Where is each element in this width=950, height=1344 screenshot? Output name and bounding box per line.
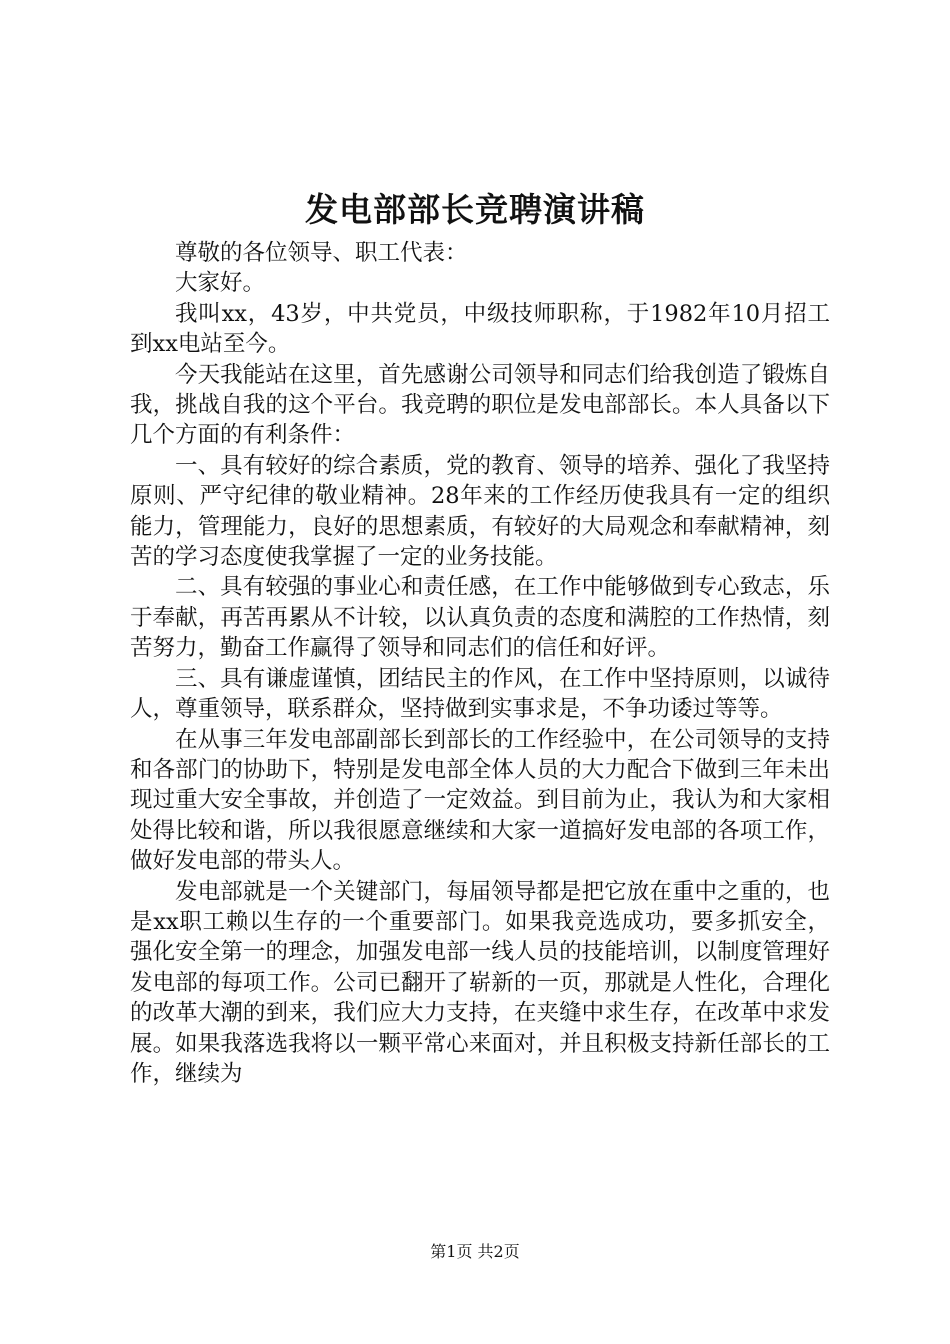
paragraph-point-3: 三、具有谦虚谨慎，团结民主的作风，在工作中坚持原则，以诚待人，尊重领导，联系群众，坚持做到实事求是，不争功诿过等等。 — [130, 665, 830, 723]
paragraph-salutation: 尊敬的各位领导、职工代表： — [175, 240, 468, 266]
paragraph-greeting: 大家好。 — [175, 270, 266, 297]
page-number-footer: 第1页 共2页 — [430, 1242, 520, 1261]
paragraph-thanks: 今天我能站在这里，首先感谢公司领导和同志们给我创造了锻炼自我，挑战自我的这个平台。我竞聘的职位是发电部部长。本人具备以下几个方面的有利条件： — [130, 361, 830, 449]
paragraph-point-1: 一、具有较好的综合素质，党的教育、领导的培养、强化了我坚持原则、严守纪律的敬业精神。28年来的工作经历使我具有一定的组织能力，管理能力，良好的思想素质，有较好的大局观念和奉献精神，刻苦的学习态度使我掌握了一定的业务技能。 — [130, 452, 830, 571]
document-body — [130, 238, 830, 1089]
paragraph-point-2: 二、具有较强的事业心和责任感，在工作中能够做到专心致志，乐于奉献，再苦再累从不计较，以认真负责的态度和满腔的工作热情，刻苦努力，勤奋工作赢得了领导和同志们的信任和好评。 — [130, 574, 830, 662]
document-title: 发电部部长竞聘演讲稿 — [305, 190, 645, 229]
paragraph-intro: 我叫xx，43岁，中共党员，中级技师职称，于1982年10月招工到xx电站至今。 — [130, 300, 830, 358]
paragraph-experience: 在从事三年发电部副部长到部长的工作经验中，在公司领导的支持和各部门的协助下，特别是发电部全体人员的大力配合下做到三年未出现过重大安全事故，并创造了一定效益。到目前为止，我认为和大家相处得比较和谐，所以我很愿意继续和大家一道搞好发电部的各项工作，做好发电部的带头人。 — [130, 726, 830, 875]
paragraph-plan: 发电部就是一个关键部门，每届领导都是把它放在重中之重的，也是xx职工赖以生存的一个重要部门。如果我竞选成功，要多抓安全，强化安全第一的理念，加强发电部一线人员的技能培训，以制度管理好发电部的每项工作。公司已翻开了崭新的一页，那就是人性化，合理化的改革大潮的到来，我们应大力支持，在夹缝中求生存，在改革中求发展。如果我落选我将以一颗平常心来面对，并且积极支持新任部长的工作，继续为 — [130, 878, 830, 1087]
